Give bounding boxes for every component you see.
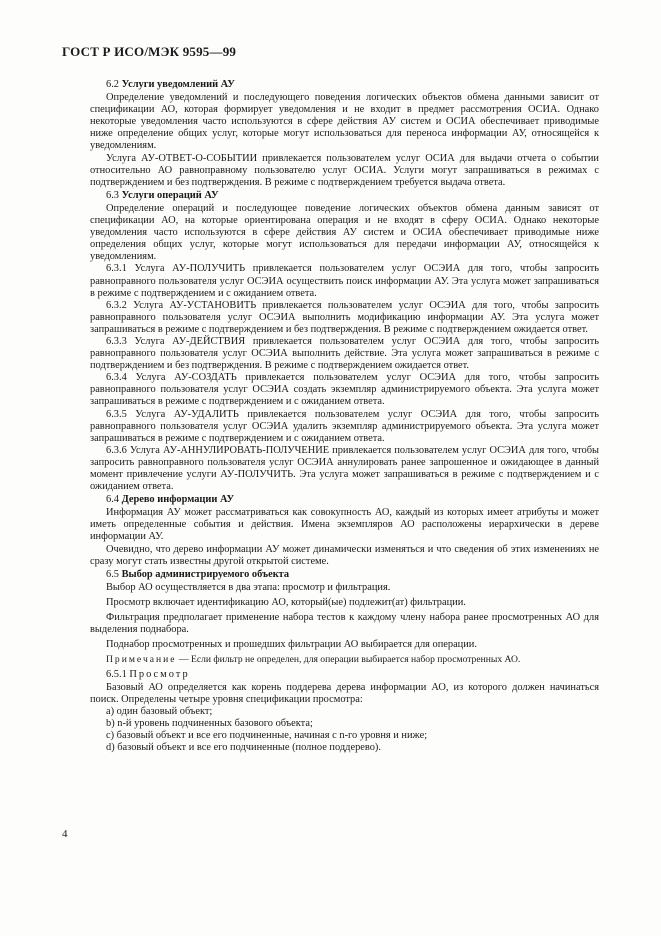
paragraph: 6.3.6 Услуга АУ-АННУЛИРОВАТЬ-ПОЛУЧЕНИЕ привлекается пользователем услуг ОСЭИА для того, чтобы запросить равноправного пользователя услуг ОСЭИА аннулировать ранее запрошенное и ожидающее в данный момент привлечение услуги АУ-ПОЛУЧИТЬ. Эта услуга может запрашиваться в режиме с подтверждением и с ожиданием ответа. [90, 444, 599, 493]
paragraph: Определение операций и последующее поведение логических объектов обмена данным зависят от спецификации АО, на которые ориентирована операция и не входят в сферу ОСИА. Однако некоторые уведомления часто используются в сфере действия АУ систем и ОСИА обеспечивает приводимые ниже определения общих услуг, которые могут использоваться для передачи информации АУ, относящейся к уведомлениям. [90, 202, 599, 263]
paragraph: Поднабор просмотренных и прошедших фильтрации АО выбирается для операции. [106, 639, 477, 651]
list-item: b) n-й уровень подчиненных базового объекта; [106, 717, 313, 729]
list-item: a) один базовый объект; [106, 705, 213, 717]
subsection-number: 6.5.1 [106, 669, 127, 681]
document-body [90, 79, 599, 754]
section-title: Дерево информации АУ [121, 494, 235, 506]
note [90, 654, 599, 666]
page-number: 4 [62, 828, 68, 840]
paragraph: 6.3.2 Услуга АУ-УСТАНОВИТЬ привлекается пользователем услуг ОСЭИА для того, чтобы запросить равноправного пользователя услуг ОСЭИА выполнить модификацию информации АУ. Эта услуга может запрашиваться в режиме с подтверждением и без подтверждения. В режиме с подтверждением ожидается ответ. [90, 299, 599, 335]
section-heading [90, 494, 599, 506]
section-number: 6.4 [106, 494, 119, 506]
section-number: 6.5 [106, 568, 119, 580]
section-title: Услуги уведомлений АУ [121, 79, 235, 90]
paragraph: Очевидно, что дерево информации АУ может динамически изменяться и что сведения об этих изменениях не сразу могут стать известны другой открытой системе. [90, 543, 599, 567]
paragraph: Выбор АО осуществляется в два этапа: просмотр и фильтрация. [106, 581, 391, 593]
section-number: 6.2 [106, 79, 119, 90]
section-title: Выбор администрируемого объекта [121, 568, 290, 580]
section-title: Услуги операций АУ [121, 189, 219, 201]
paragraph: Просмотр включает идентификацию АО, который(ые) подлежит(ат) фильтрации. [106, 596, 466, 608]
subsection-title: Просмотр [129, 669, 190, 681]
paragraph: Информация АУ может рассматриваться как совокупность АО, каждый из которых имеет атрибуты и может иметь определенные события и действия. Имена экземпляров АО расположены иерархически в дереве информации АУ. [90, 507, 599, 543]
note-label: Примечание [106, 654, 177, 666]
document-header: ГОСТ Р ИСО/МЭК 9595—99 [62, 44, 237, 59]
paragraph: 6.3.1 Услуга АУ-ПОЛУЧИТЬ привлекается пользователем услуг ОСЭИА для того, чтобы запросить равноправного пользователя услуг ОСЭИА осуществить поиск информации АУ. Эта услуга может запрашиваться в режиме с подтверждением и с ожиданием ответа. [90, 263, 599, 299]
paragraph: Услуга АУ-ОТВЕТ-О-СОБЫТИИ привлекается пользователем услуг ОСИА для выдачи отчета о событии относительно АО равноправному пользователю услуг ОСИА. Услуги могут запрашиваться в режимах с подтверждением и без подтверждения. В режиме с подтверждением требуется выдача ответа. [90, 152, 599, 188]
section-heading [90, 569, 599, 581]
scope-list [90, 706, 599, 754]
paragraph: Базовый АО определяется как корень поддерева дерева информации АО, из которого должен начинаться поиск. Определены четыре уровня спецификации просмотра: [90, 681, 599, 705]
paragraph: 6.3.4 Услуга АУ-СОЗДАТЬ привлекается пользователем услуг ОСЭИА для того, чтобы запросить равноправного пользователя услуг ОСЭИА создать экземпляр администрируемого объекта. Эта услуга может запрашиваться в режиме с подтверждением и с ожиданием ответа. [90, 372, 599, 408]
section-heading [90, 190, 599, 202]
section-number: 6.3 [106, 189, 119, 201]
paragraph: 6.3.3 Услуга АУ-ДЕЙСТВИЯ привлекается пользователем услуг ОСЭИА для того, чтобы запросить равноправного пользователя услуг ОСЭИА выполнить действие. Эта услуга может запрашиваться в режиме с подтверждением и без подтверждения. В режиме с подтверждением ожидается ответ. [90, 335, 599, 372]
note-text: — Если фильтр не определен, для операции выбирается набор просмотренных АО. [176, 654, 521, 666]
section-heading [90, 79, 599, 91]
list-item: c) базовый объект и все его подчиненные, начиная с n-го уровня и ниже; [106, 729, 428, 741]
list-item: d) базовый объект и все его подчиненные (полное поддерево). [106, 741, 381, 753]
paragraph: Фильтрация предполагает применение набора тестов к каждому члену набора ранее просмотренных АО для выделения поднабора. [90, 612, 599, 636]
subsection-heading [90, 669, 599, 681]
paragraph: 6.3.5 Услуга АУ-УДАЛИТЬ привлекается пользователем услуг ОСЭИА для того, чтобы запросить равноправного пользователя услуг ОСЭИА удалить экземпляр администрируемого объекта. Эта услуга может запрашиваться в режиме с подтверждением и с ожиданием ответа. [90, 408, 599, 444]
paragraph: Определение уведомлений и последующего поведения логических объектов обмена данными зависит от спецификации АО, которая формирует уведомления и не входит в предмет рассмотрения ОСИА. Однако некоторые уведомления часто используются в сфере действия АУ систем и ОСИА обеспечивает приводимые ниже определение общих услуг, которые могут использоваться для переноса информации АУ, относящейся к уведомлениям. [90, 92, 599, 152]
